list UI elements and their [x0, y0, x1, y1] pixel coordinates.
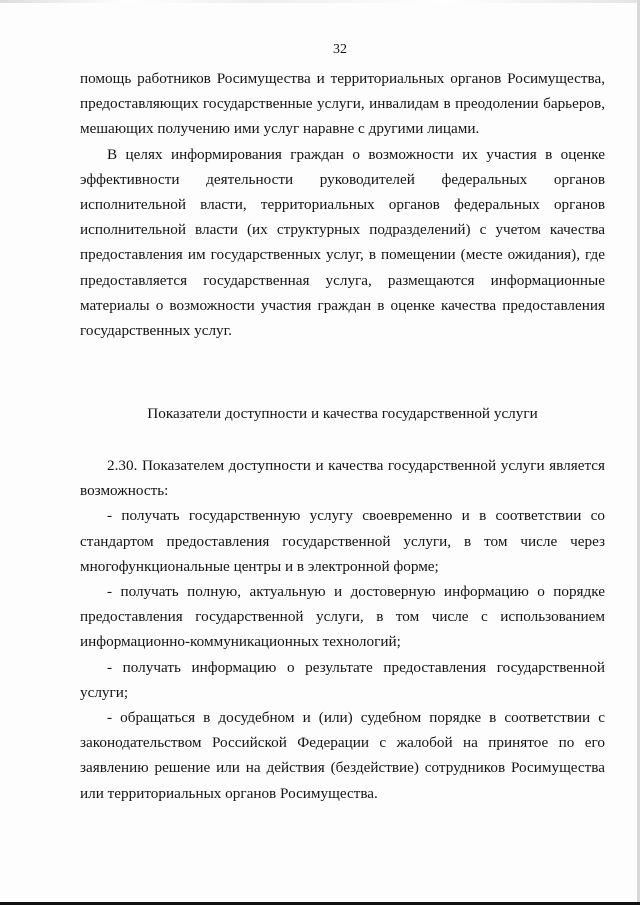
- paragraph-information: В целях информирования граждан о возможности их участия в оценке эффективности деятельности руководителей федеральных органов исполнительной власти, территориальных органов федеральных органов исполнительной власти (их структурных подразделений) с учетом качества предоставления им государственных услуг, в помещении (месте ожидания), где предоставляется государственная услуга, размещаются информационные материалы о возможности участия граждан в оценке качества предоставления государственных услуг.: [80, 145, 605, 340]
- list-item-result: - получать информацию о результате предоставления государственной услуги;: [80, 658, 605, 701]
- list-item-complaint: - обращаться в досудебном и (или) судебном порядке в соответствии с законодательством Российской Федерации с жалобой на принятое по его заявлению решение или на действия (бездействие) сотрудников Росимущества или территориальных органов Росимущества.: [80, 709, 605, 802]
- page-number: 32: [333, 42, 347, 57]
- scan-edge-top: [0, 0, 640, 3]
- text-block-top: [80, 66, 605, 343]
- list-item-information: - получать полную, актуальную и достоверную информацию о порядке предоставления государственной услуги, в том числе с использованием информационно-коммуникационных технологий;: [80, 583, 605, 651]
- text-block-bottom: [80, 453, 605, 806]
- paragraph-continuation: помощь работников Росимущества и территориальных органов Росимущества, предоставляющих государственные услуги, инвалидам в преодолении барьеров, мешающих получению ими услуг наравне с другими лицами.: [80, 70, 605, 138]
- section-heading: Показатели доступности и качества государственной услуги: [147, 405, 538, 422]
- paragraph-2-30: 2.30. Показателем доступности и качества государственной услуги является возможность:: [80, 457, 605, 500]
- list-item-timely: - получать государственную услугу своевременно и в соответствии со стандартом предоставления государственной услуги, в том числе через многофункциональные центры и в электронной форме;: [80, 507, 605, 575]
